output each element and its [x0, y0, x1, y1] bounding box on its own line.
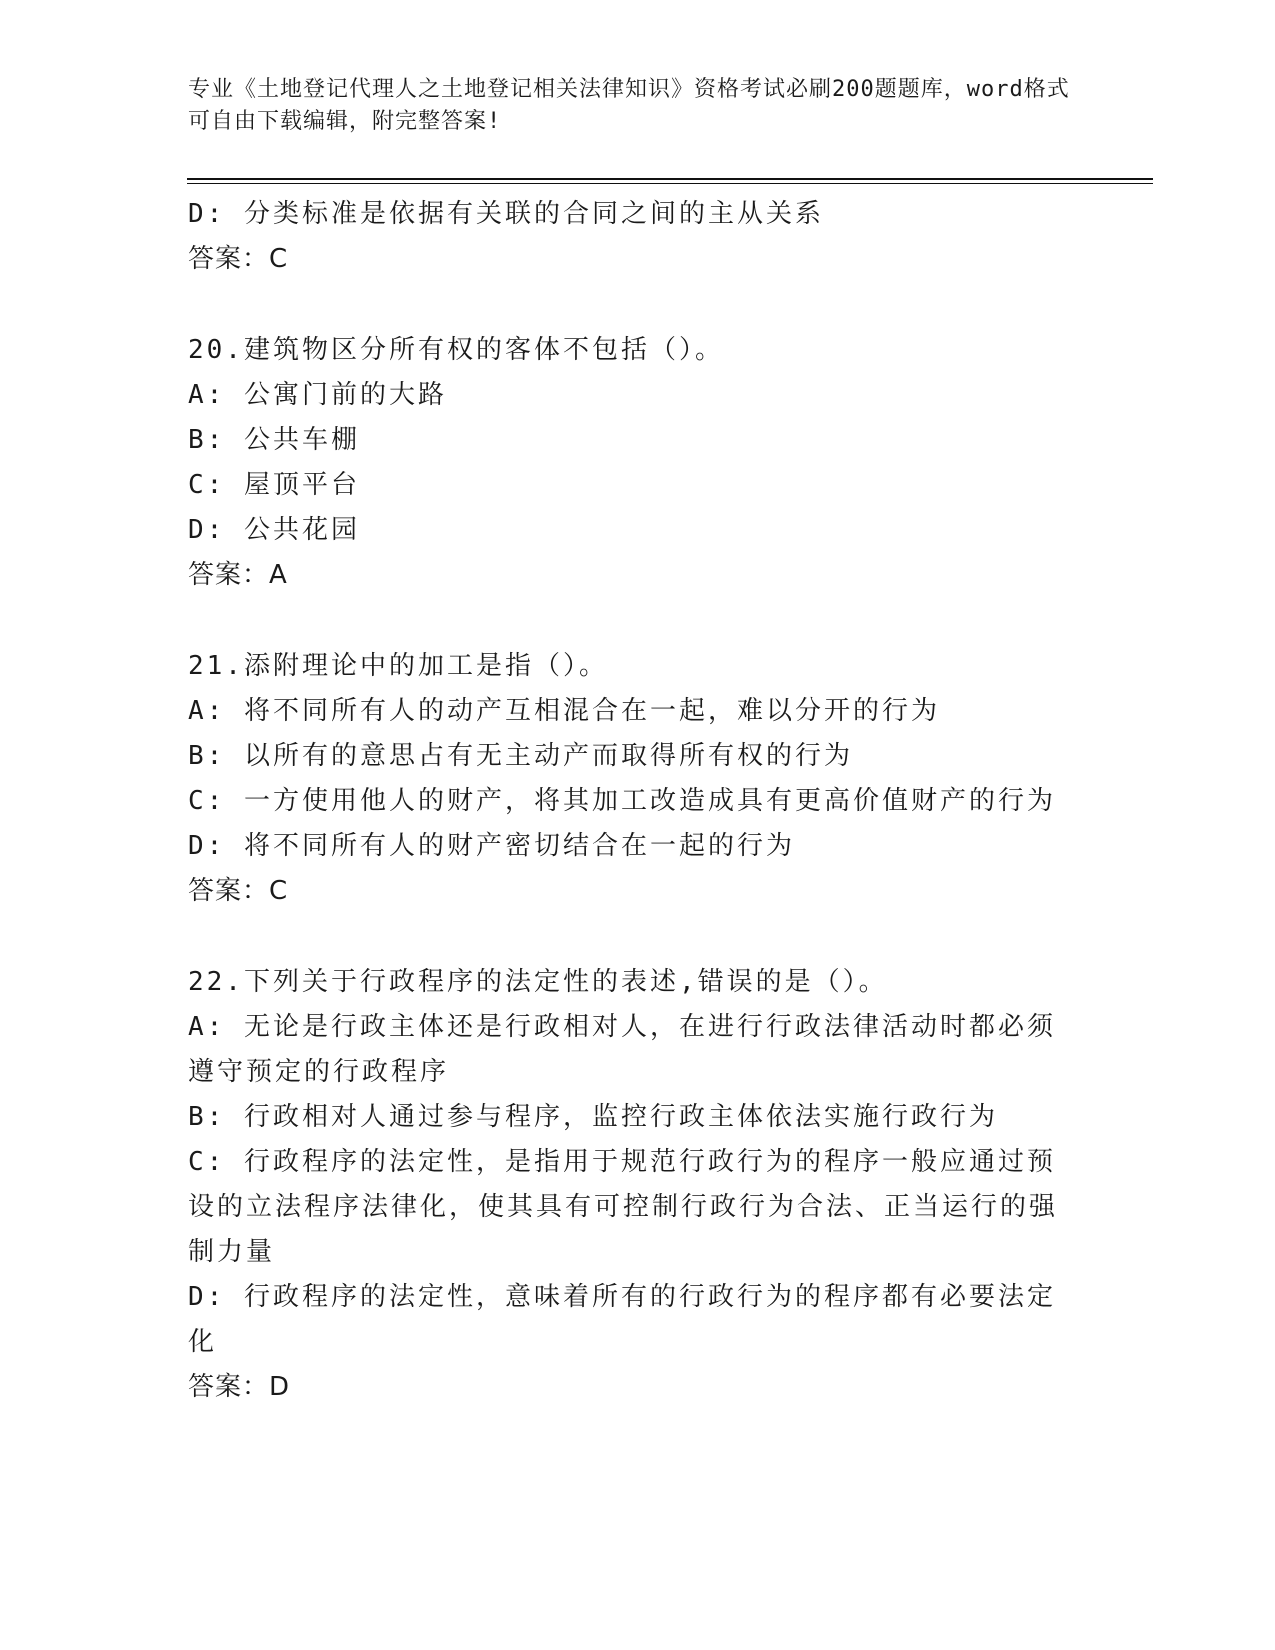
option-a: A: 无论是行政主体还是行政相对人，在进行行政法律活动时都必须遵守预定的行政程序 — [188, 1012, 1056, 1087]
document-body — [188, 192, 1078, 1410]
prev-question-option-d: D: 分类标准是依据有关联的合同之间的主从关系 — [188, 199, 824, 229]
option-a: A: 公寓门前的大路 — [188, 380, 447, 410]
option-c: C: 行政程序的法定性，是指用于规范行政行为的程序一般应通过预设的立法程序法律化，使其具有可控制行政行为合法、正当运行的强制力量 — [188, 1147, 1059, 1267]
header-divider — [187, 178, 1153, 184]
option-d: D: 公共花园 — [188, 515, 360, 545]
question-20 — [188, 328, 1078, 598]
prev-question-answer: 答案：C — [188, 244, 289, 274]
question-22 — [188, 960, 1078, 1410]
page-header: 专业《土地登记代理人之土地登记相关法律知识》资格考试必刷200题题库，word格式可自由下载编辑，附完整答案! — [188, 77, 1070, 134]
question-stem: 22.下列关于行政程序的法定性的表述,错误的是（）。 — [188, 967, 888, 997]
option-a: A: 将不同所有人的动产互相混合在一起，难以分开的行为 — [188, 696, 940, 726]
spacer — [188, 914, 1078, 960]
question-21 — [188, 644, 1078, 914]
question-stem: 20.建筑物区分所有权的客体不包括（）。 — [188, 335, 724, 365]
option-d: D: 将不同所有人的财产密切结合在一起的行为 — [188, 831, 795, 861]
option-b: B: 以所有的意思占有无主动产而取得所有权的行为 — [188, 741, 853, 771]
spacer — [188, 282, 1078, 328]
answer: 答案：C — [188, 876, 289, 906]
option-c: C: 屋顶平台 — [188, 470, 360, 500]
answer: 答案：D — [188, 1372, 291, 1402]
spacer — [188, 598, 1078, 644]
answer: 答案：A — [188, 560, 288, 590]
question-stem: 21.添附理论中的加工是指（）。 — [188, 651, 608, 681]
option-d: D: 行政程序的法定性，意味着所有的行政行为的程序都有必要法定化 — [188, 1282, 1056, 1357]
option-b: B: 行政相对人通过参与程序，监控行政主体依法实施行政行为 — [188, 1102, 998, 1132]
option-b: B: 公共车棚 — [188, 425, 360, 455]
option-c: C: 一方使用他人的财产，将其加工改造成具有更高价值财产的行为 — [188, 786, 1056, 816]
